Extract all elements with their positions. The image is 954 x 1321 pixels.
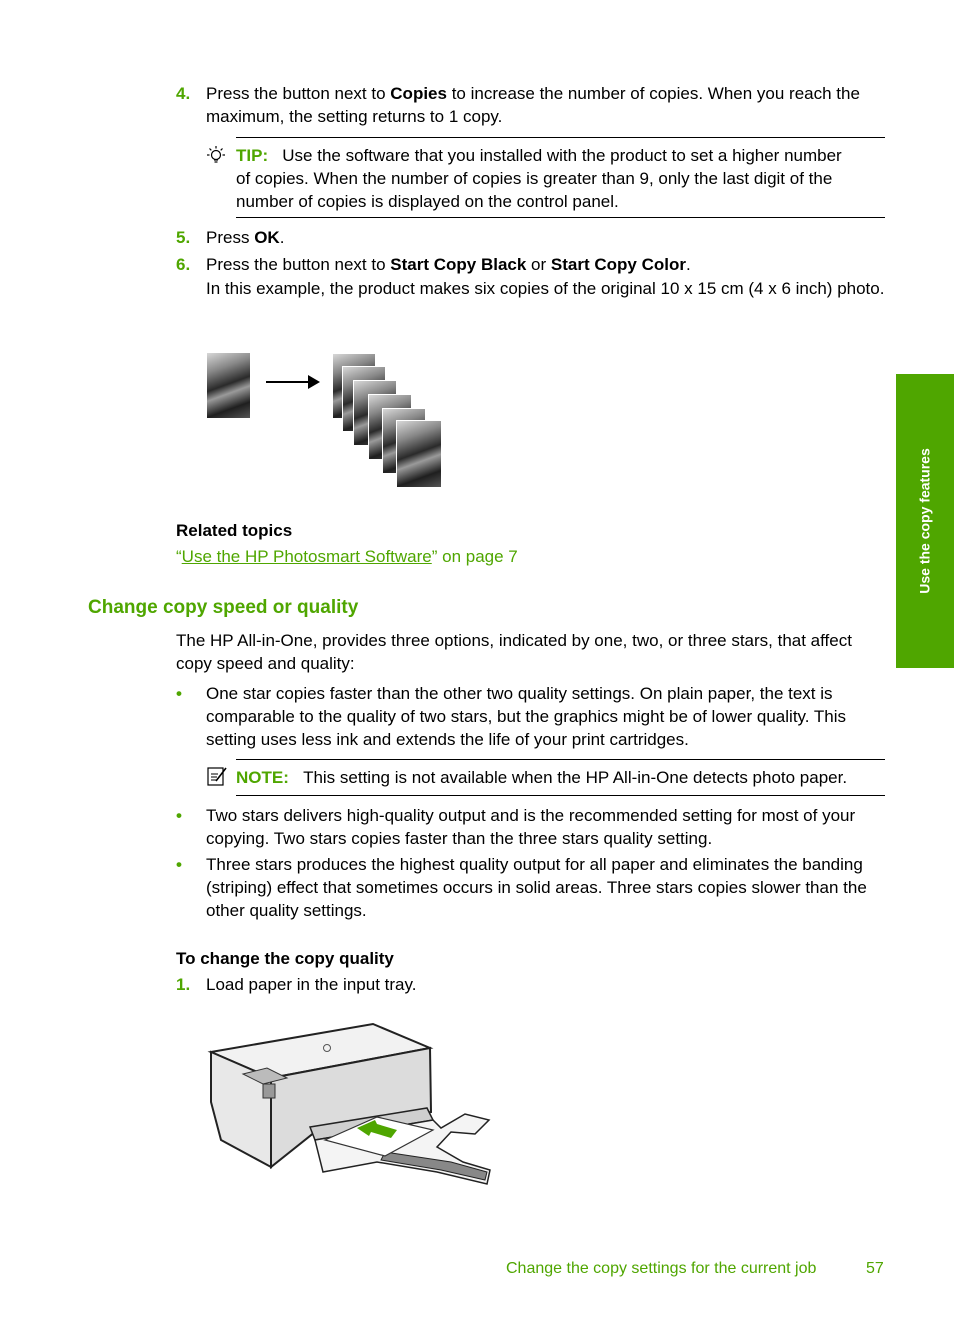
page-number: 57 [866, 1260, 884, 1277]
step-4-pre: Press the button next to [206, 84, 391, 103]
bullet-marker-2: • [176, 806, 182, 825]
note-label: NOTE: [236, 768, 289, 787]
step-6-text [206, 253, 886, 276]
bullet-1-text: One star copies faster than the other two quality settings. On plain paper, the text is comparable to the quality of two stars, but the graphics might be of lower quality. This setting uses less ink and extends the life of your print cartridges. [206, 684, 847, 749]
bullet-2-text: Two stars delivers high-quality output and is the recommended setting for most of your copying. Two stars copies faster than the three stars quality setting. [206, 806, 856, 848]
related-topics-heading: Related topics [176, 521, 293, 540]
tip-text [236, 144, 896, 213]
tip-line-3: number of copies is displayed on the control panel. [236, 192, 619, 211]
chapter-side-tab-label: Use the copy features [916, 448, 933, 594]
tip-label: TIP: [236, 146, 269, 165]
step-6-bold-2: Start Copy Color [550, 255, 686, 274]
related-topics-link-line [176, 545, 518, 568]
copies-illustration [206, 352, 446, 492]
related-quote-open: “ [176, 547, 182, 566]
note-rule-bottom [236, 795, 885, 796]
bullet-3-text: Three stars produces the highest quality output for all paper and eliminates the banding (striping) effect that sometimes occurs in solid areas. Three stars copies slower than the other quality settings. [206, 855, 867, 920]
related-page-ref: ” on page 7 [431, 547, 518, 566]
hp-photosmart-software-link[interactable]: Use the HP Photosmart Software [181, 547, 432, 566]
tip-line-1-text: Use the software that you installed with the product to set a higher number [282, 146, 842, 165]
bullet-marker-1: • [176, 684, 182, 703]
step-4-number: 4. [176, 84, 191, 103]
original-photo [206, 352, 251, 419]
note-rule-top [236, 759, 885, 760]
tip-rule-top [236, 137, 885, 138]
step-6-post: . [685, 255, 691, 274]
copy-photo-6 [396, 420, 442, 488]
tip-rule-bottom [236, 217, 885, 218]
procedure-step-1-text: Load paper in the input tray. [206, 975, 417, 994]
procedure-heading: To change the copy quality [176, 949, 394, 968]
procedure-step-1-number: 1. [176, 975, 191, 994]
step-5-text [206, 226, 886, 249]
step-5-bold: OK [254, 228, 280, 247]
step-6-mid: or [526, 255, 551, 274]
printer-illustration [205, 1022, 495, 1192]
step-5-post: . [279, 228, 285, 247]
step-4-text [206, 82, 886, 128]
tip-line-2: of copies. When the number of copies is greater than 9, only the last digit of the [236, 169, 833, 188]
step-5-number: 5. [176, 228, 191, 247]
step-4-post: to increase the number of copies. When you reach the maximum, the setting returns to 1 copy. [206, 84, 860, 126]
tip-line-1 [236, 144, 896, 167]
section-title: Change copy speed or quality [88, 597, 359, 618]
footer-title: Change the copy settings for the current job [506, 1260, 817, 1277]
step-4-bold: Copies [390, 84, 447, 103]
arrow-right-icon [266, 372, 322, 392]
note-body: This setting is not available when the HP All-in-One detects photo paper. [303, 768, 848, 787]
bullet-marker-3: • [176, 855, 182, 874]
section-intro: The HP All-in-One, provides three options, indicated by one, two, or three stars, that affect copy speed and quality: [176, 631, 852, 673]
step-6-pre: Press the button next to [206, 255, 391, 274]
note-text [236, 766, 847, 789]
chapter-side-tab [896, 374, 954, 668]
note-pencil-icon [206, 765, 228, 787]
step-6-number: 6. [176, 255, 191, 274]
step-5-pre: Press [206, 228, 255, 247]
step-6-bold-1: Start Copy Black [390, 255, 527, 274]
lightbulb-icon [205, 145, 227, 167]
step-6-paragraph: In this example, the product makes six copies of the original 10 x 15 cm (4 x 6 inch) photo. [206, 279, 885, 298]
